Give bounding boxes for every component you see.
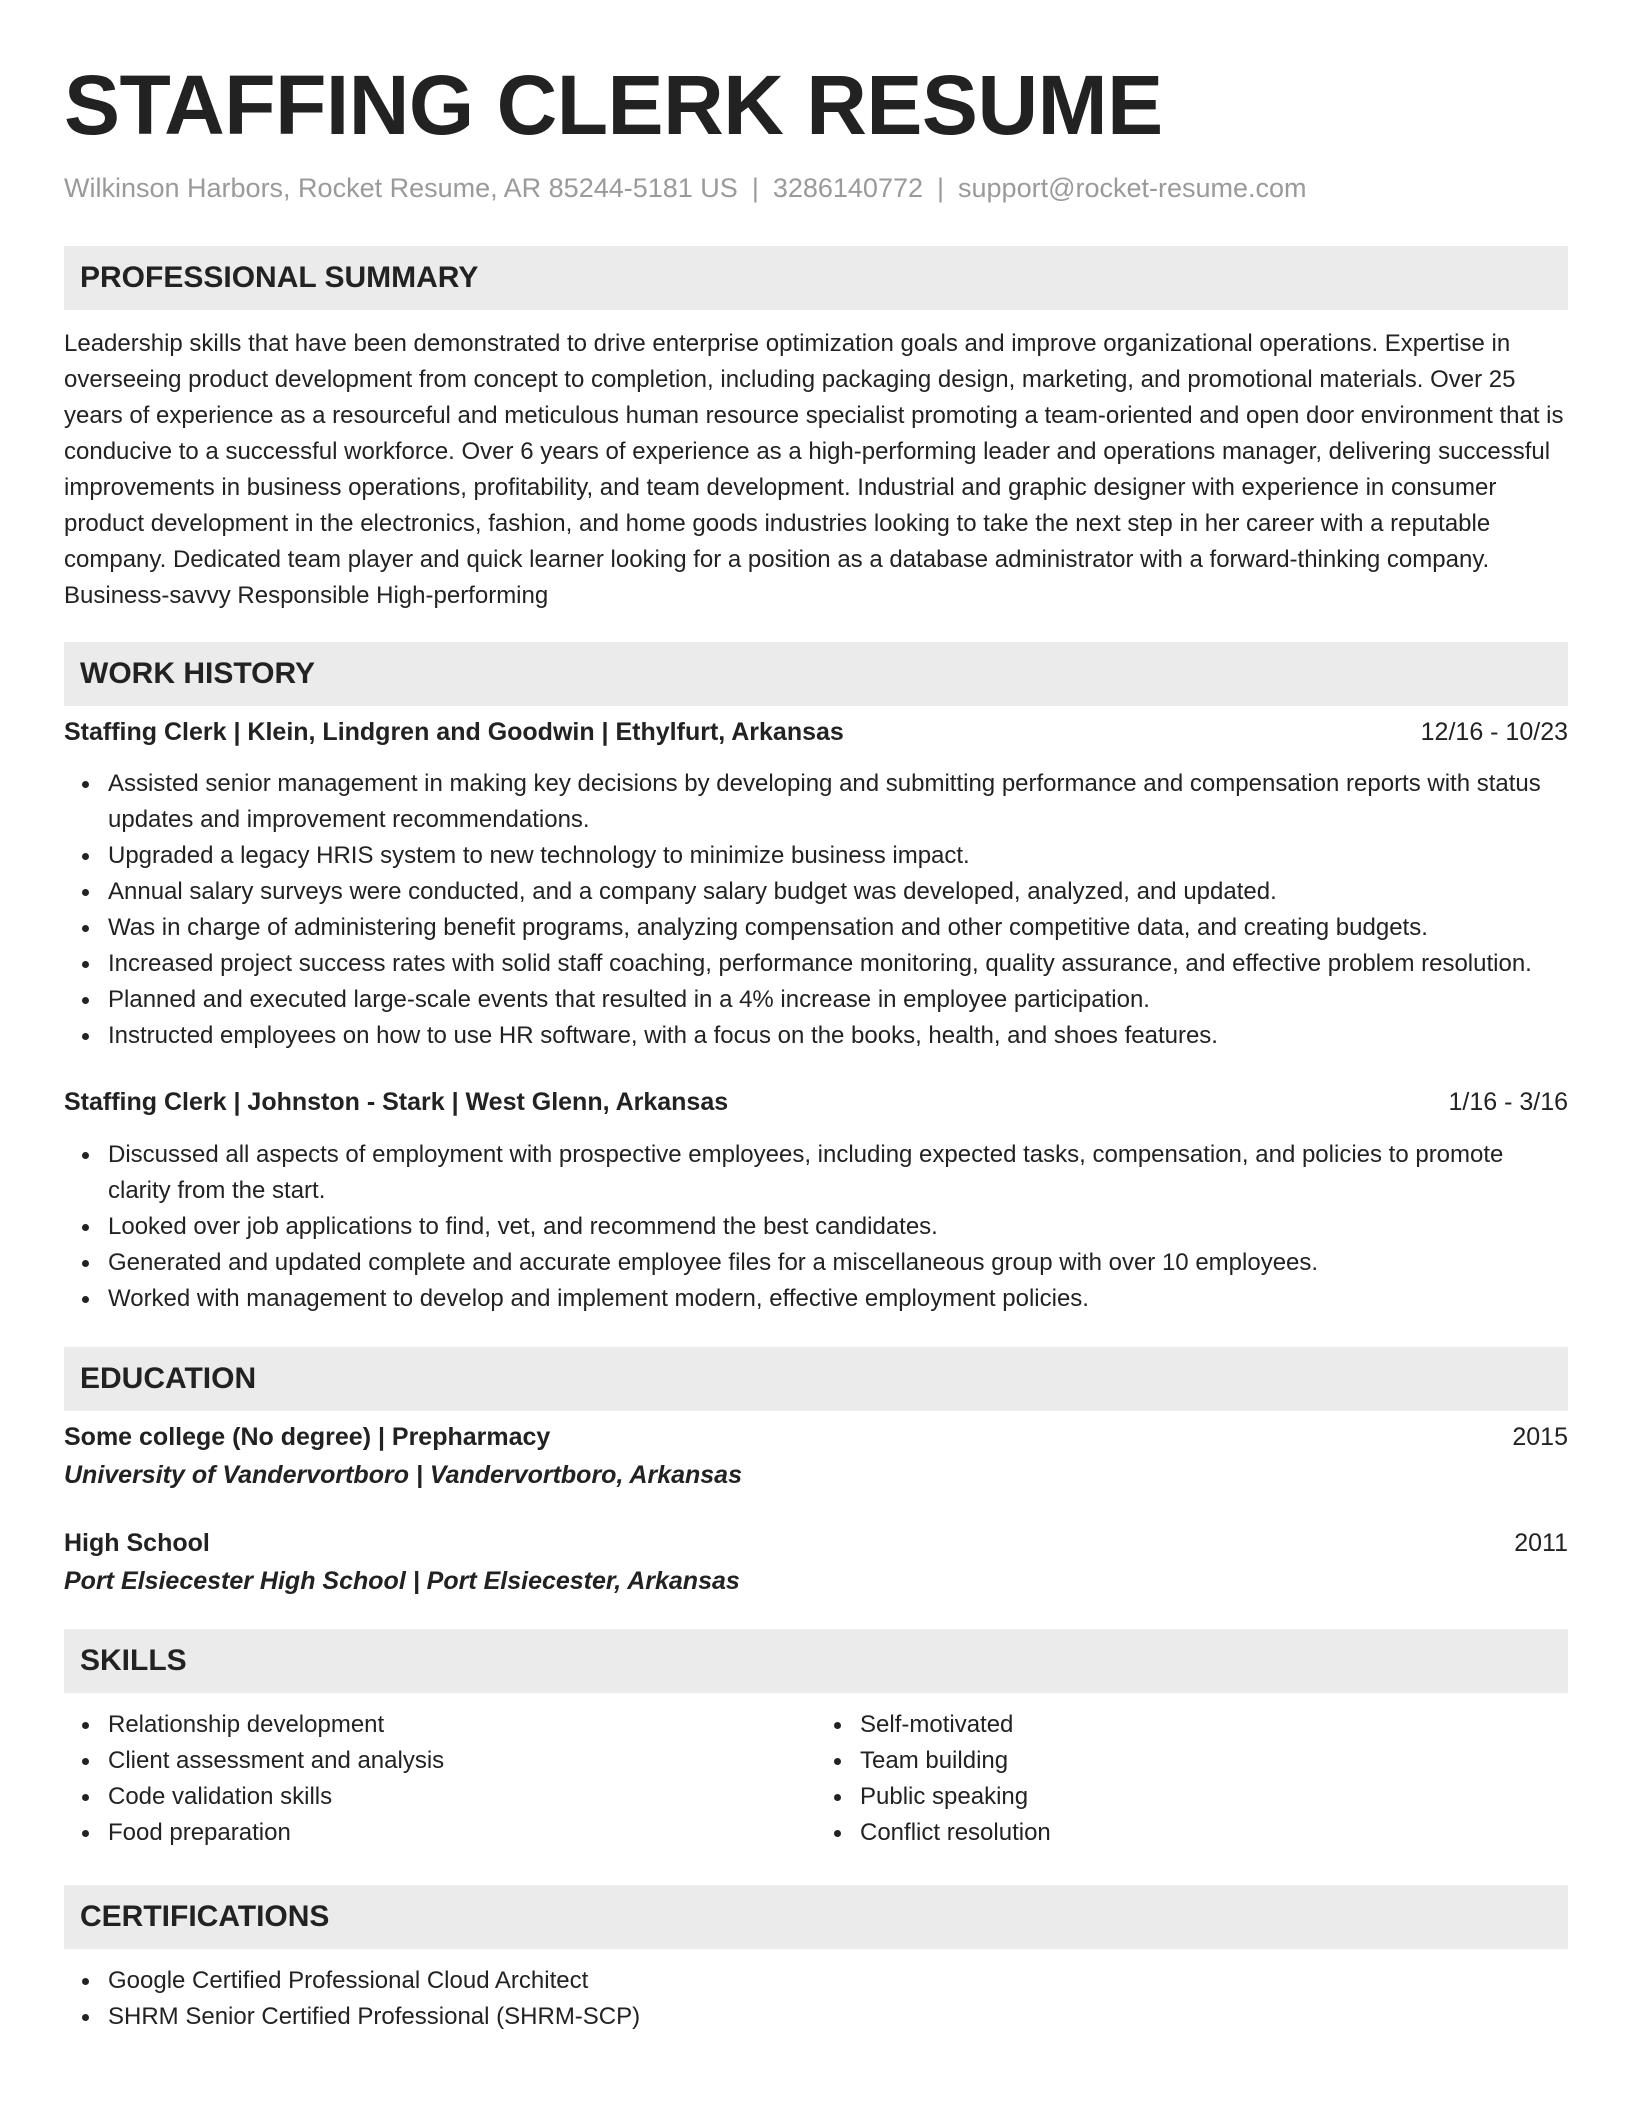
education-entry — [64, 1419, 1568, 1495]
list-item: Conflict resolution — [860, 1815, 1568, 1851]
job-bullets — [64, 1137, 1568, 1317]
list-item: Google Certified Professional Cloud Architect — [108, 1963, 1568, 1999]
contact-line — [64, 170, 1568, 206]
skills-grid — [64, 1707, 1568, 1851]
list-item: SHRM Senior Certified Professional (SHRM-SCP) — [108, 1999, 1568, 2035]
section-header-education: EDUCATION — [64, 1347, 1568, 1411]
education-header — [64, 1419, 1568, 1455]
job-entry — [64, 714, 1568, 1054]
list-item: Instructed employees on how to use HR software, with a focus on the books, health, and shoes features. — [108, 1018, 1568, 1054]
list-item: Client assessment and analysis — [108, 1743, 816, 1779]
list-item: Assisted senior management in making key decisions by developing and submitting performance and compensation reports with status updates and improvement recommendations. — [108, 766, 1568, 838]
skills-list-left — [64, 1707, 816, 1851]
contact-separator: | — [751, 173, 759, 203]
job-entry — [64, 1084, 1568, 1317]
certifications-list — [64, 1963, 1568, 2035]
education-degree: Some college (No degree) | Prepharmacy — [64, 1423, 551, 1451]
education-degree: High School — [64, 1529, 210, 1557]
education-entry — [64, 1525, 1568, 1601]
resume-title: STAFFING CLERK RESUME — [64, 58, 1163, 152]
job-dates: 1/16 - 3/16 — [1448, 1088, 1568, 1116]
job-title: Staffing Clerk | Johnston - Stark | West Glenn, Arkansas — [64, 1088, 729, 1116]
list-item: Planned and executed large-scale events that resulted in a 4% increase in employee participation. — [108, 982, 1568, 1018]
skills-list-right — [816, 1707, 1568, 1851]
contact-email: support@rocket-resume.com — [958, 173, 1307, 203]
section-header-certifications: CERTIFICATIONS — [64, 1885, 1568, 1949]
education-year: 2015 — [1512, 1423, 1568, 1451]
job-header — [64, 1084, 1568, 1120]
list-item: Annual salary surveys were conducted, and a company salary budget was developed, analyzed, and updated. — [108, 874, 1568, 910]
list-item: Was in charge of administering benefit programs, analyzing compensation and other competitive data, and creating budgets. — [108, 910, 1568, 946]
section-header-work-history: WORK HISTORY — [64, 642, 1568, 706]
list-item: Generated and updated complete and accurate employee files for a miscellaneous group with over 10 employees. — [108, 1245, 1568, 1281]
list-item: Self-motivated — [860, 1707, 1568, 1743]
list-item: Upgraded a legacy HRIS system to new technology to minimize business impact. — [108, 838, 1568, 874]
list-item: Public speaking — [860, 1779, 1568, 1815]
job-bullets — [64, 766, 1568, 1054]
list-item: Looked over job applications to find, vet, and recommend the best candidates. — [108, 1209, 1568, 1245]
list-item: Code validation skills — [108, 1779, 816, 1815]
list-item: Food preparation — [108, 1815, 816, 1851]
contact-phone: 3286140772 — [772, 173, 923, 203]
contact-separator: | — [937, 173, 945, 203]
list-item: Increased project success rates with solid staff coaching, performance monitoring, quality assurance, and effective problem resolution. — [108, 946, 1568, 982]
education-header — [64, 1525, 1568, 1561]
section-header-skills: SKILLS — [64, 1629, 1568, 1693]
list-item: Discussed all aspects of employment with prospective employees, including expected tasks, compensation, and policies to promote clarity from the start. — [108, 1137, 1568, 1209]
list-item: Relationship development — [108, 1707, 816, 1743]
section-header-summary: PROFESSIONAL SUMMARY — [64, 246, 1568, 310]
education-year: 2011 — [1514, 1529, 1568, 1557]
contact-address: Wilkinson Harbors, Rocket Resume, AR 85244-5181 US — [64, 173, 738, 203]
summary-text: Leadership skills that have been demonstrated to drive enterprise optimization goals and improve organizational operations. Expertise in overseeing product development from concept to completion, including packaging design, marketing, and promotional materials. Over 25 years of experience as a resourceful and meticulous human resource specialist promoting a team-oriented and open door environment that is conducive to a successful workforce. Over 6 years of experience as a high-performing leader and operations manager, delivering successful improvements in business operations, profitability, and team development. Industrial and graphic designer with experience in consumer product development in the electronics, fashion, and home goods industries looking to take the next step in her career with a reputable company. Dedicated team player and quick learner looking for a position as a database administrator with a forward-thinking company. Business-savvy Responsible High-performing — [64, 330, 1564, 609]
education-school: University of Vandervortboro | Vandervortboro, Arkansas — [64, 1461, 742, 1489]
job-dates: 12/16 - 10/23 — [1420, 718, 1568, 746]
job-header — [64, 714, 1568, 750]
list-item: Worked with management to develop and implement modern, effective employment policies. — [108, 1281, 1568, 1317]
education-school: Port Elsiecester High School | Port Elsiecester, Arkansas — [64, 1567, 740, 1595]
job-title: Staffing Clerk | Klein, Lindgren and Goodwin | Ethylfurt, Arkansas — [64, 718, 844, 746]
list-item: Team building — [860, 1743, 1568, 1779]
